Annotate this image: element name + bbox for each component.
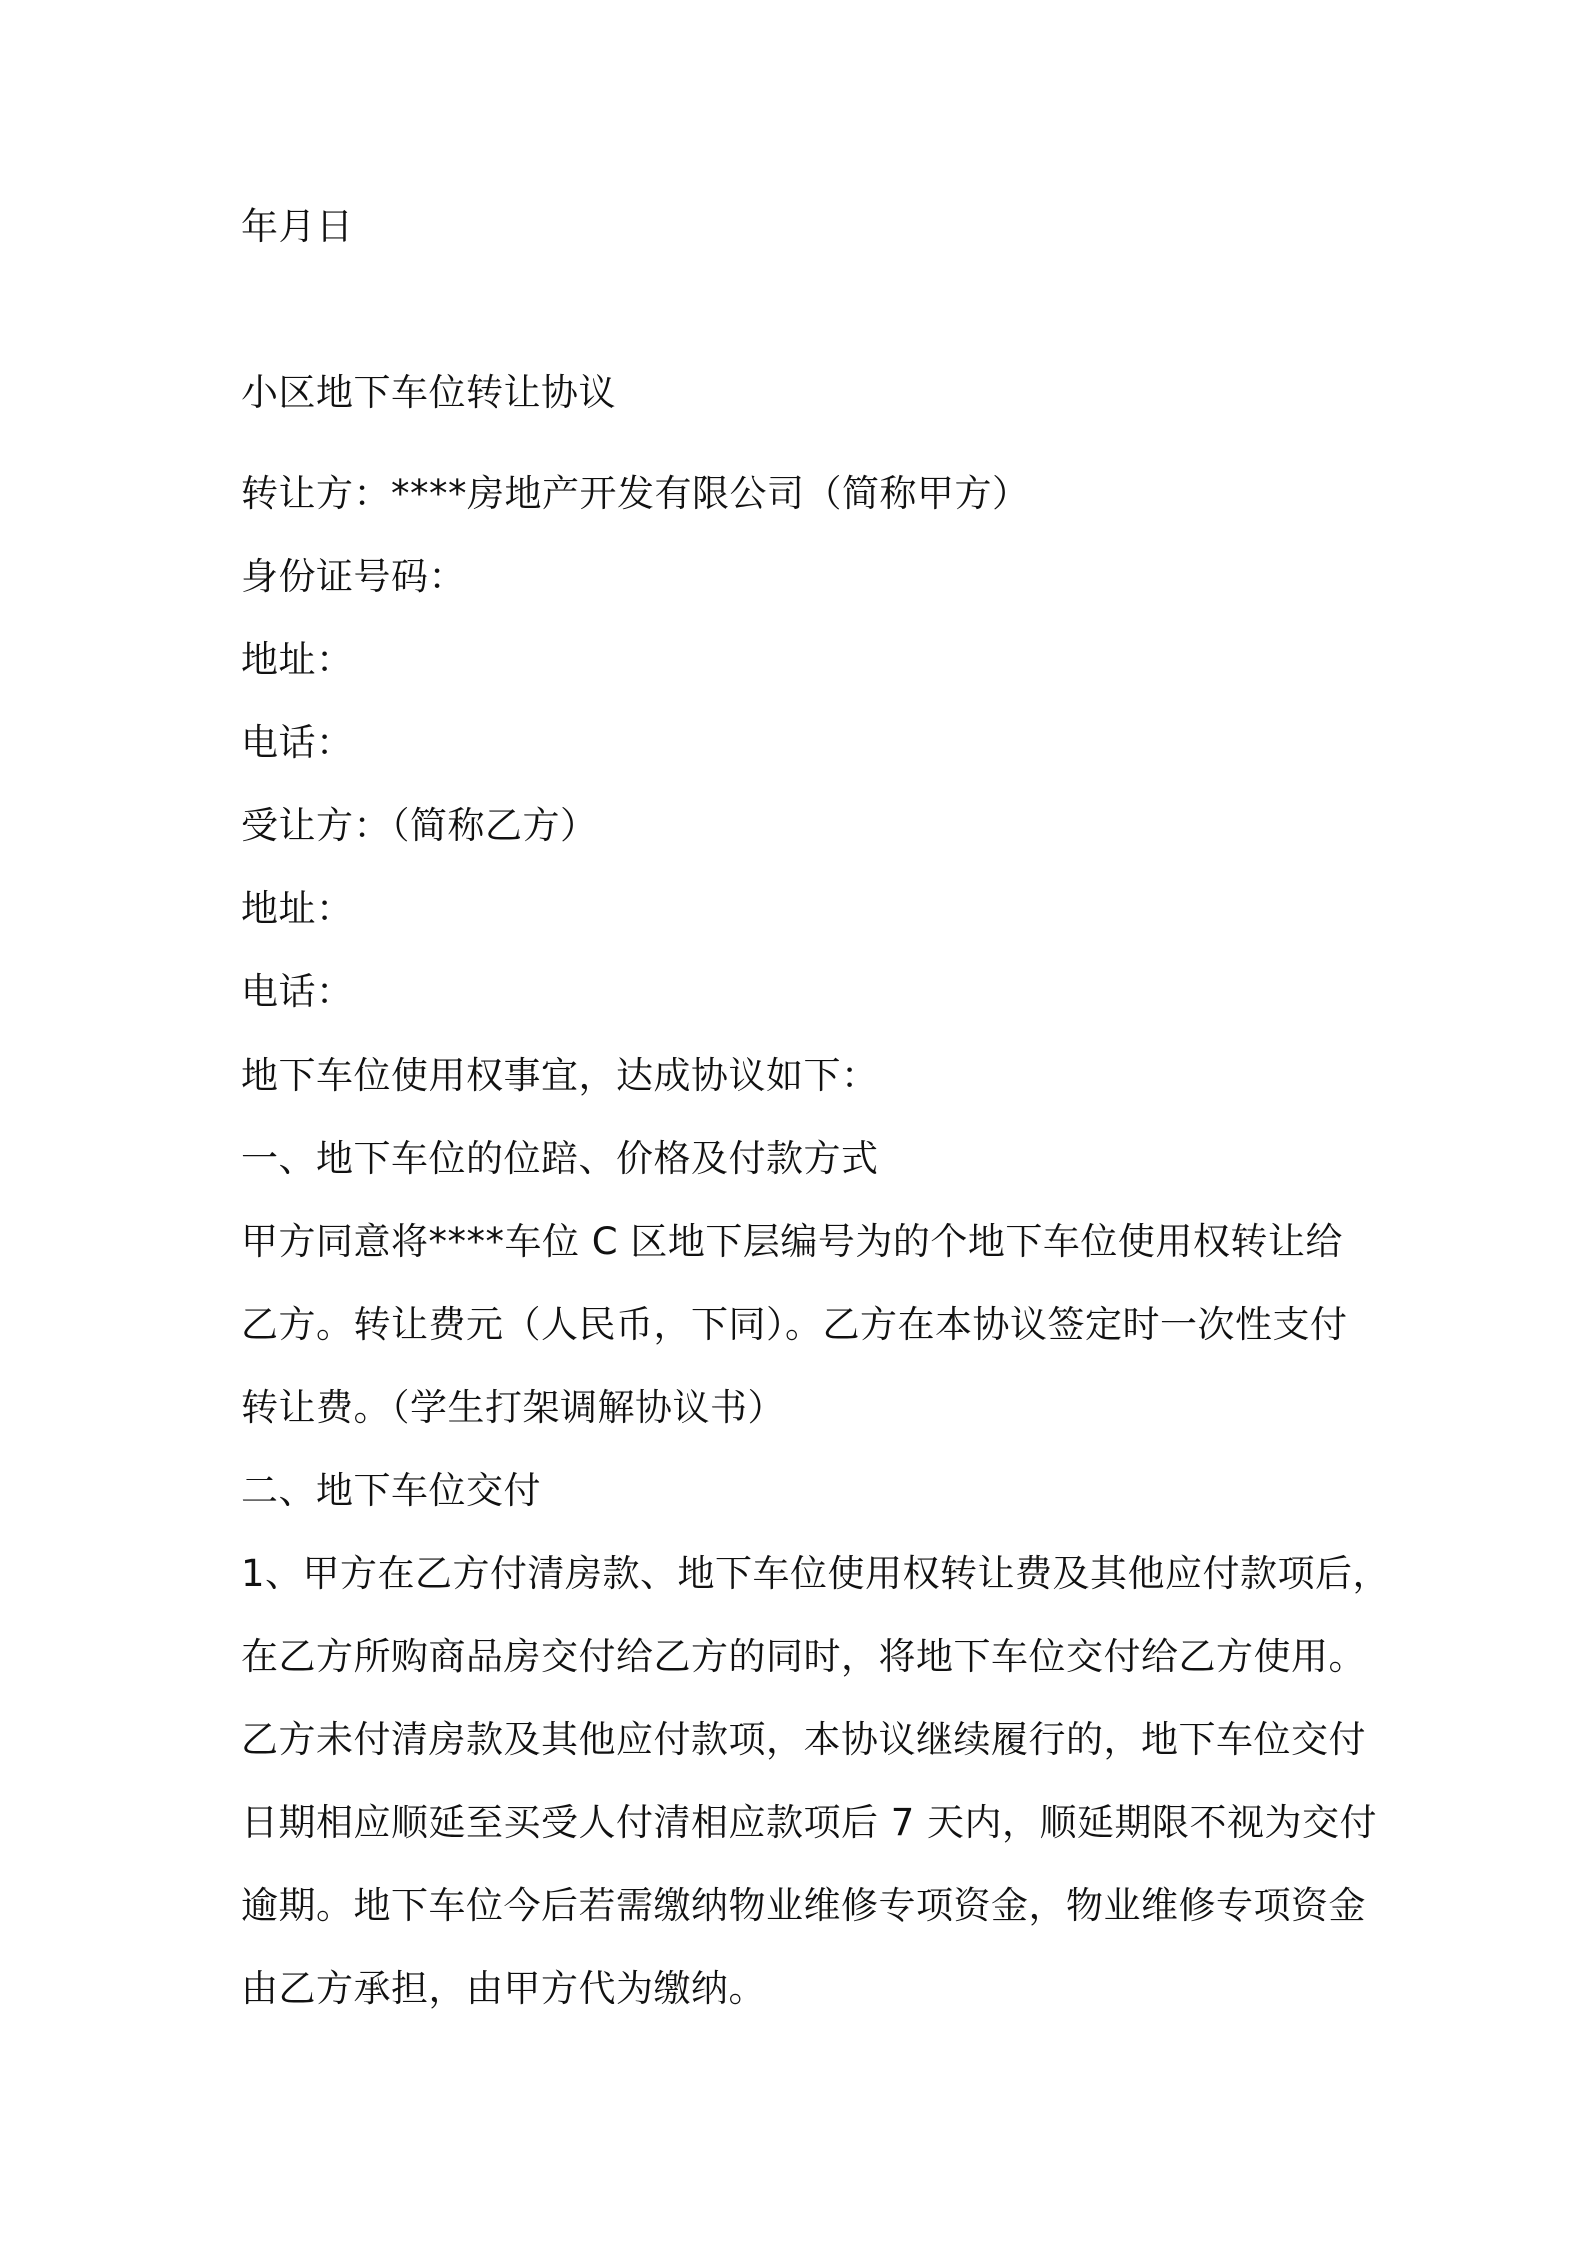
body-line: 由乙方承担，由甲方代为缴纳。: [241, 1967, 766, 2010]
body-line: 甲方同意将****车位 C 区地下层编号为的个地下车位使用权转让给: [241, 1220, 1343, 1263]
transferee-address-line: 地址：: [241, 887, 354, 930]
body-line: 1、甲方在乙方付清房款、地下车位使用权转让费及其他应付款项后，: [241, 1552, 1391, 1595]
party-info-block: [241, 452, 1361, 1033]
body-line: 在乙方所购商品房交付给乙方的同时，将地下车位交付给乙方使用。: [241, 1635, 1366, 1678]
body-line: 乙方未付清房款及其他应付款项，本协议继续履行的，地下车位交付: [241, 1718, 1366, 1761]
section-heading-2: 二、地下车位交付: [241, 1469, 541, 1512]
transferee-phone-line: 电话：: [241, 970, 354, 1013]
date-line: 年月日: [241, 205, 354, 248]
agreement-intro: 地下车位使用权事宜，达成协议如下：: [241, 1054, 879, 1097]
transferee-line: 受让方：（简称乙方）: [241, 804, 598, 847]
transferor-line: 转让方：****房地产开发有限公司（简称甲方）: [241, 472, 1030, 515]
body-line: 转让费。（学生打架调解协议书）: [241, 1386, 785, 1429]
id-number-line: 身份证号码：: [241, 555, 466, 598]
body-line: 乙方。转让费元（人民币，下同）。乙方在本协议签定时一次性支付: [241, 1303, 1348, 1346]
agreement-body: [241, 1034, 1391, 2030]
body-line: 日期相应顺延至买受人付清相应款项后 7 天内，顺延期限不视为交付: [241, 1801, 1378, 1844]
document-title: 小区地下车位转让协议: [241, 371, 616, 414]
body-line: 逾期。地下车位今后若需缴纳物业维修专项资金，物业维修专项资金: [241, 1884, 1366, 1927]
transferor-address-line: 地址：: [241, 638, 354, 681]
section-heading-1: 一、地下车位的位踣、价格及付款方式: [241, 1137, 879, 1180]
transferor-phone-line: 电话：: [241, 721, 354, 764]
